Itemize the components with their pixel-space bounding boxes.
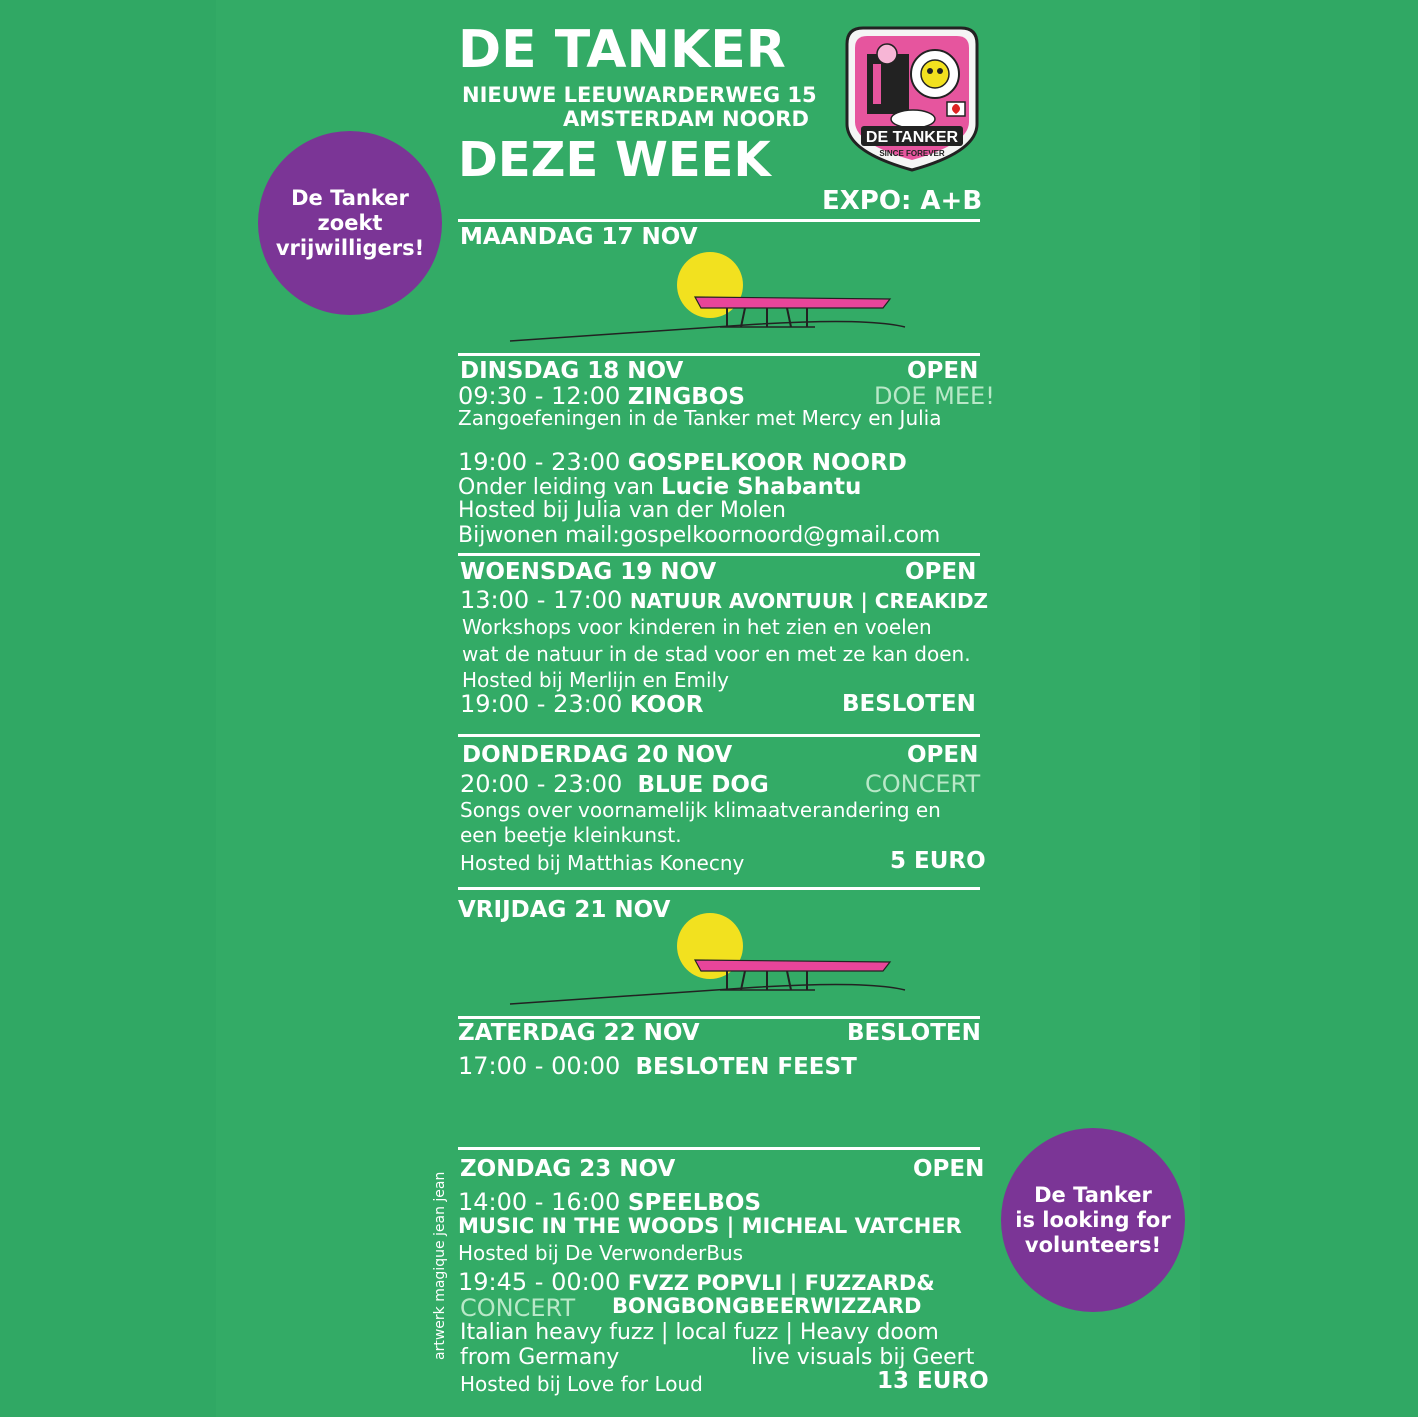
day-label-tuesday: DINSDAG 18 NOV (460, 358, 684, 384)
event-time: 17:00 - 00:00 (458, 1052, 621, 1080)
event-time: 20:00 - 23:00 (460, 770, 623, 798)
week-title: DEZE WEEK (458, 132, 771, 188)
day-label-wednesday: WOENSDAG 19 NOV (460, 559, 717, 585)
event-title: GOSPELKOOR NOORD (627, 450, 907, 476)
bubble-dutch-line-3: vrijwilligers! (275, 235, 425, 260)
bubble-dutch-line-2: zoekt (317, 210, 383, 235)
event-description: from Germany (460, 1345, 620, 1370)
volunteer-bubble-dutch (258, 131, 442, 315)
event-title: BESLOTEN FEEST (635, 1054, 857, 1080)
day-label-saturday: ZATERDAG 22 NOV (458, 1020, 700, 1046)
status-sunday: OPEN (913, 1156, 985, 1182)
status-wednesday: OPEN (905, 559, 977, 585)
artwork-credit: artwerk magique jean jean (432, 1171, 448, 1360)
event-title: SPEELBOS (627, 1190, 762, 1216)
divider (458, 1147, 980, 1150)
day-label-friday: VRIJDAG 21 NOV (458, 897, 671, 923)
status-saturday: BESLOTEN (847, 1020, 981, 1046)
event-host: Hosted bij Love for Loud (460, 1372, 703, 1396)
event-host: Hosted bij Julia van der Molen (458, 498, 786, 523)
tanker-logo (843, 24, 981, 174)
bubble-english-line-1: De Tanker (1034, 1182, 1152, 1207)
tanker-illustration-monday (505, 245, 910, 345)
event-description: Zangoefeningen in de Tanker met Mercy en Julia (458, 406, 942, 430)
tanker-illustration-friday (505, 910, 910, 1010)
event-besloten-feest (458, 1054, 857, 1079)
event-description: Workshops voor kinderen in het zien en voelen (462, 615, 932, 639)
event-title: NATUUR AVONTUUR | CREAKIDZ (629, 589, 989, 613)
left-band (0, 0, 216, 1417)
event-subtitle: MUSIC IN THE WOODS | MICHEAL VATCHER (458, 1214, 962, 1238)
event-tag: CONCERT (865, 770, 981, 798)
event-koor (460, 692, 704, 717)
expo-label: EXPO: A+B (822, 186, 983, 216)
event-status: BESLOTEN (842, 691, 976, 717)
bubble-english-line-2: is looking for (1015, 1207, 1171, 1232)
day-label-monday: MAANDAG 17 NOV (460, 224, 698, 250)
divider (458, 887, 980, 890)
bubble-english-line-3: volunteers! (1024, 1232, 1162, 1257)
day-label-thursday: DONDERDAG 20 NOV (462, 742, 733, 768)
event-time: 19:00 - 23:00 (460, 690, 623, 718)
event-time: 14:00 - 16:00 (458, 1188, 621, 1216)
event-description: Songs over voornamelijk klimaatverandering en (460, 798, 941, 822)
event-description: een beetje kleinkunst. (460, 823, 682, 847)
event-description: Italian heavy fuzz | local fuzz | Heavy doom (460, 1320, 939, 1345)
bubble-dutch-line-1: De Tanker (291, 185, 409, 210)
volunteer-bubble-english (1001, 1128, 1185, 1312)
divider (458, 219, 980, 222)
status-thursday: OPEN (907, 742, 979, 768)
event-gospelkoor (458, 450, 907, 475)
event-price: 13 EURO (877, 1368, 989, 1394)
event-price: 5 EURO (890, 848, 986, 874)
event-description: Onder leiding van Lucie Shabantu (458, 474, 862, 500)
event-tag: DOE MEE! (874, 382, 995, 410)
event-description: wat de natuur in de stad voor en met ze kan doen. (462, 642, 971, 666)
event-visuals: live visuals bij Geert (751, 1345, 975, 1370)
event-fvzz-popvli (458, 1270, 935, 1294)
divider (458, 1016, 980, 1019)
address-line-1: NIEUWE LEEUWARDERWEG 15 (462, 83, 817, 107)
event-title: BLUE DOG (637, 772, 769, 798)
venue-title: DE TANKER (458, 20, 786, 80)
event-contact: Bijwonen mail:gospelkoornoord@gmail.com (458, 523, 941, 548)
event-host: Hosted bij De VerwonderBus (458, 1241, 744, 1265)
event-time: 19:45 - 00:00 (458, 1268, 621, 1296)
day-label-sunday: ZONDAG 23 NOV (460, 1156, 676, 1182)
event-time: 19:00 - 23:00 (458, 448, 621, 476)
address-line-2: AMSTERDAM NOORD (563, 107, 809, 131)
divider (458, 734, 980, 737)
logo-text: DE TANKER (865, 129, 959, 146)
conductor-name: Lucie Shabantu (660, 474, 862, 500)
divider (458, 553, 980, 556)
event-title-line-2: BONGBONGBEERWIZZARD (612, 1294, 922, 1318)
status-tuesday: OPEN (907, 358, 979, 384)
event-host: Hosted bij Matthias Konecny (460, 851, 745, 875)
event-tag: CONCERT (460, 1294, 576, 1322)
divider (458, 353, 980, 356)
event-title: KOOR (629, 692, 704, 718)
event-host: Hosted bij Merlijn en Emily (462, 668, 729, 692)
event-speelbos (458, 1190, 761, 1215)
event-blue-dog (460, 772, 769, 797)
event-time: 09:30 - 12:00 (458, 382, 621, 410)
event-natuur-avontuur (460, 588, 988, 612)
logo-subtext: SINCE FOREVER (879, 149, 945, 158)
event-title: FVZZ POPVLI | FUZZARD& (627, 1271, 935, 1295)
event-time: 13:00 - 17:00 (460, 586, 623, 614)
right-band (1200, 0, 1418, 1417)
event-title: ZINGBOS (627, 384, 745, 410)
